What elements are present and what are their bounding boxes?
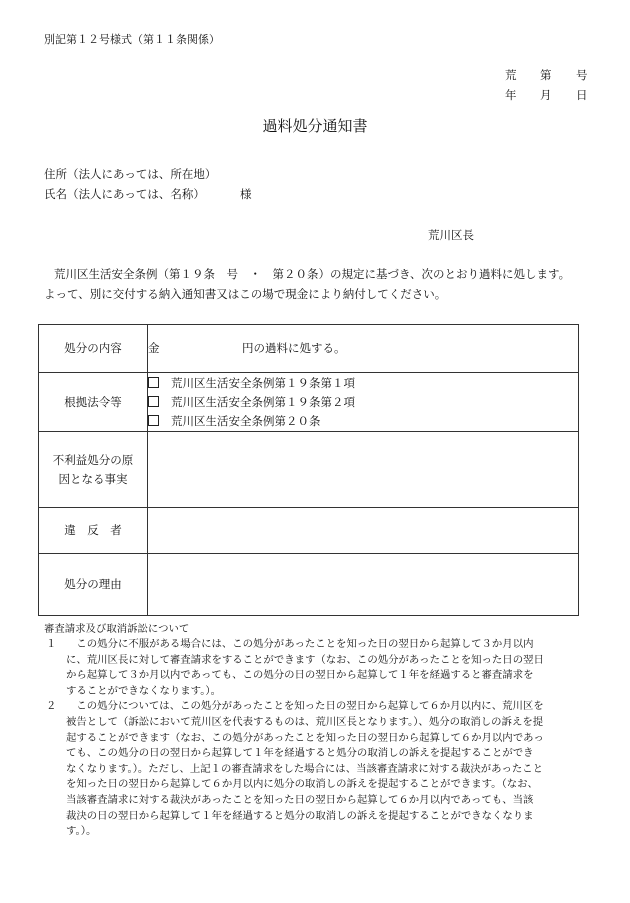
amount-text: 円の過料に処する。: [242, 340, 346, 355]
checkbox-icon[interactable]: [148, 415, 159, 426]
note-number: １: [46, 638, 57, 650]
checkbox-icon[interactable]: [148, 396, 159, 407]
value-violator[interactable]: [148, 508, 579, 554]
issuer: 荒川区長: [428, 228, 474, 242]
table-row-facts: [39, 432, 579, 508]
note-item-2: ２ この処分については、この処分があったことを知った日の翌日から起算して６か月以内に、荒川区を 被告として（訴訟において荒川区を代表するものは、荒川区長となります。）、処分の取消しの訴えを提 起することができます（なお、この処分があったことを知った日の翌日から起算して６か月以内であっ ても、この処分の日の翌日から起算して１年を経過すると処分の取消しの訴えを提起することができ なくなります。）。ただし、上記１の審査請求をした場合には、当該審査請求に対する裁決があったこと を知った日の翌日から起算して６か月以内に処分の取消しの訴えを提起することができます。（なお、 当該審査請求に対する裁決があったことを知った日の翌日から起算して６か月以内であっても、当該 裁決の日の翌日から起算して１年を経過すると処分の取消しの訴えを提起することができなくなりま す。）。: [46, 700, 544, 838]
label-legal-basis: 根拠法令等: [39, 373, 148, 432]
notes-heading: 審査請求及び取消訴訟について: [44, 623, 190, 635]
doc-number-go: 号: [576, 68, 588, 82]
amount-gold: 金: [148, 340, 160, 355]
label-content: 処分の内容: [39, 325, 148, 373]
note-number: ２: [46, 700, 57, 713]
legal-option-3: 荒川区生活安全条例第２０条: [148, 412, 578, 431]
document-title: 過料処分通知書: [262, 117, 368, 135]
form-number: 別記第１２号様式（第１１条関係）: [44, 33, 220, 46]
legal-option-1: 荒川区生活安全条例第１９条第１項: [148, 374, 578, 393]
date-month: 月: [540, 88, 552, 102]
doc-number-ara: 荒: [505, 68, 517, 82]
checkbox-icon[interactable]: [148, 377, 159, 388]
label-violator: 違 反 者: [39, 508, 148, 554]
legal-option-2: 荒川区生活安全条例第１９条第２項: [148, 393, 578, 412]
label-facts: 不利益処分の原 因となる事実: [39, 432, 148, 508]
date-year: 年: [505, 88, 517, 102]
table-row-content: [39, 325, 579, 373]
name-label: 氏名（法人にあっては、名称）: [44, 187, 205, 201]
value-facts[interactable]: [148, 432, 579, 508]
value-legal-basis: [148, 373, 579, 432]
honorific: 様: [240, 187, 252, 201]
table-row-reason: [39, 554, 579, 616]
label-reason: 処分の理由: [39, 554, 148, 616]
value-reason[interactable]: [148, 554, 579, 616]
value-content: [148, 325, 579, 373]
disposition-table: [38, 324, 579, 616]
note-item-1: １ この処分に不服がある場合には、この処分があったことを知った日の翌日から起算して３か月以内 に、荒川区長に対して審査請求をすることができます（なお、この処分があったことを知った日の翌日 から起算して３か月以内であっても、この処分の日の翌日から起算して１年を経過すると審査請求を することができなくなります。）。: [46, 638, 544, 697]
table-row-legal-basis: [39, 373, 579, 432]
address-label: 住所（法人にあっては、所在地）: [44, 167, 217, 181]
body-line-1: 荒川区生活安全条例（第１９条 号 ・ 第２０条）の規定に基づき、次のとおり過料に処します。: [54, 267, 571, 281]
doc-number-dai: 第: [540, 68, 552, 82]
table-row-violator: [39, 508, 579, 554]
body-line-2: よって、別に交付する納入通知書又はこの場で現金により納付してください。: [44, 287, 447, 301]
date-day: 日: [576, 88, 588, 102]
notes-section: [44, 622, 592, 840]
